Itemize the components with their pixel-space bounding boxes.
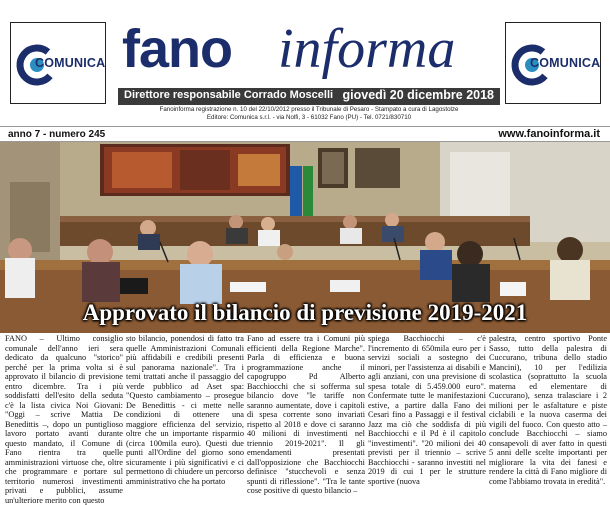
masthead [0, 0, 610, 126]
article-headline: Approvato il bilancio di previsione 2019-2021 [82, 300, 528, 325]
director-bar [118, 88, 500, 105]
director-name: Direttore responsabile Corrado Moscelli [124, 89, 334, 101]
registration-line-1: Fanoinforma registrazione n. 10 del 22/10/2012 presso il Tribunale di Pesaro - Stampato a cura di Lagostolze [159, 106, 459, 113]
issue-bar [0, 126, 610, 142]
article-column-3: Fano ad essere tra i Comuni più efficienti della Regione Marche". Parla di efficienza e buona programmazione anche il capogruppo Pd Alberto Bacchiocchi che si sofferma sul bilancio dove "le tariffe non saranno aumentate, dove i capitoli di spesa corrente sono invariati rispetto al 2018 e dove ci saranno 40 milioni di investimenti nel triennio 2019-2021". Il gli emendamenti presentati dall'opposizione che Bacchiocchi definisce "stucchevoli e senza spunti di riflessione". "Tra le tante cose positive di questo bilancio – [247, 334, 365, 495]
article-column-4: spiega Bacchiocchi – c'è l'incremento di 650mila euro per i servizi sociali a sostegno dei minori, per l'assistenza ai disabili e agli anziani, con una previsione di spesa totale di 5.459.000 euro". Confermate tutte le manifestazioni estive, a partire dalla Fano dei Cesari fino a Passaggi e il festival Jazz ma ciò che soddisfa di più Bacchiocchi e il Pd è il capitolo "investimenti". "20 milioni dei 40 previsti per il triennio – scrive Bacchiocchi - saranno investiti nel 2019 di cui 1 per le strutture sportive (nuova [368, 334, 486, 486]
registration-info [118, 106, 500, 122]
article-column-2: sto bilancio, ponendosi di fatto tra quelle Amministrazioni Comunali più affidabili e credibili presenti sul panorama nazionale". Tra i temi trattati anche il passaggio del verde pubblico ad Aset spa: "Questo cambiamento – prosegue De Benedittis - ci mette nelle condizioni di ottenere una maggiore efficienza del servizio, oltre che un importante risparmio (circa 100mila euro). Questi due punti all'Ordine del giorno sono sicuramente i più significativi e ci permettono di chiudere un percorso amministrativo che ha portato [126, 334, 244, 486]
newspaper-title [122, 18, 502, 93]
issue-date: giovedì 20 dicembre 2018 [342, 88, 494, 102]
article-body [0, 333, 610, 505]
comunica-logo-right[interactable] [505, 22, 601, 104]
issue-number: anno 7 - numero 245 [8, 129, 106, 140]
comunica-logo-text: COMUNICA [530, 56, 601, 70]
website-link[interactable]: www.fanoinforma.it [498, 128, 600, 140]
article-column-1: FANO – Ultimo consiglio comunale dell'anno ieri sera dedicato da qualcuno "storico" perché per la prima volta si è approvato il bilancio di previsione entro dicembre. Tra i più soddisfatti dell'esito della seduta c'è la lista civica Noi Giovani: "Oggi – scrive Mattia De Benedittis –, dopo un puntiglioso lavoro portato avanti durante questo mandato, il Comune di Fano rientra tra quelle amministrazioni virtuose che, oltre che programmare e portare sul territorio numerosi investimenti privati e pubblici, assume un'ulteriore merito con questo [5, 334, 123, 505]
title-fano: fano [122, 19, 232, 79]
article-column-5: palestra, centro sportivo Ponte Sasso, tutto della palestra di Cuccurano, tribuna dello stadio Mancini), 10 per l'edilizia scolastica (soprattutto la scuola materna ed elementare di Cuccurano), senza tralasciare i 2 milioni per le asfaltature e piste ciclabili e la nuova caserma dei vigili del fuoco. Con questo atto – conclude Bacchiocchi – siamo consapevoli di aver fatto in questi 5 anni delle scelte importanti per migliorare la vita dei fanesi e rendere la città di Fano migliore di come l'abbiamo trovata in eredità". [489, 334, 607, 486]
comunica-logo-text: COMUNICA [35, 56, 106, 70]
comunica-logo-left[interactable] [10, 22, 106, 104]
registration-line-2: Editore: Comunica s.r.l. - via Nolfi, 3 - 61032 Fano (PU) - Tel. 0721/830710 [206, 114, 412, 121]
title-informa: informa [278, 18, 456, 80]
